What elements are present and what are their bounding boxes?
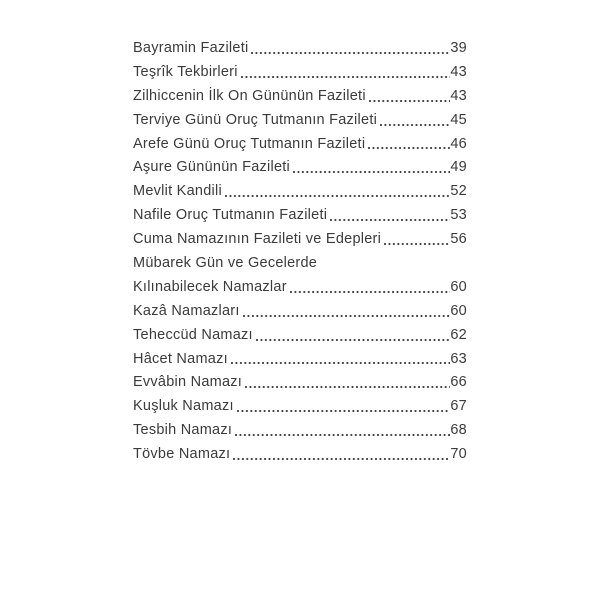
toc-entry-title: Nafile Oruç Tutmanın Fazileti: [133, 207, 328, 224]
dot-leader: [293, 171, 450, 173]
dot-leader: [369, 100, 450, 102]
toc-entry: [133, 324, 467, 348]
dot-leader: [330, 219, 450, 221]
dot-leader: [243, 315, 450, 317]
dot-leader: [384, 243, 450, 245]
table-of-contents: [133, 37, 467, 467]
toc-entry-title: Hâcet Namazı: [133, 350, 228, 367]
toc-entry-title: Mübarek Gün ve Gecelerde: [133, 255, 318, 272]
dot-leader: [241, 76, 450, 78]
toc-entry: [133, 37, 467, 61]
toc-entry-title: Evvâbin Namazı: [133, 374, 243, 391]
toc-entry-title: Kazâ Namazları: [133, 302, 240, 319]
toc-entry-page: 43: [450, 87, 467, 104]
toc-entry-page: 53: [450, 207, 467, 224]
dot-leader: [225, 195, 450, 197]
toc-entry-title: Teheccüd Namazı: [133, 326, 253, 343]
toc-entry-page: 56: [450, 231, 467, 248]
toc-entry-page: 63: [450, 350, 467, 367]
toc-entry-title: Arefe Günü Oruç Tutmanın Fazileti: [133, 135, 366, 152]
toc-entry: [133, 85, 467, 109]
dot-leader: [233, 458, 450, 460]
toc-entry: [133, 133, 467, 157]
dot-leader: [235, 434, 450, 436]
dot-leader: [251, 52, 449, 54]
toc-entry-page: 66: [450, 374, 467, 391]
toc-entry: [133, 371, 467, 395]
toc-entry-title: Aşure Gününün Fazileti: [133, 159, 291, 176]
toc-entry: [133, 204, 467, 228]
toc-entry: [133, 395, 467, 419]
toc-entry-page: 39: [450, 40, 467, 56]
toc-entry-title: Tövbe Namazı: [133, 446, 231, 463]
dot-leader: [231, 362, 450, 364]
toc-entry: [133, 276, 467, 300]
toc-entry-page: 60: [450, 278, 467, 295]
toc-entry: [133, 180, 467, 204]
toc-entry-page: 62: [450, 326, 467, 343]
toc-entry-page: 70: [450, 446, 467, 463]
dot-leader: [368, 147, 450, 149]
toc-entry-page: 67: [450, 398, 467, 415]
toc-entry-title: Tesbih Namazı: [133, 422, 233, 439]
toc-entry-page: 60: [450, 302, 467, 319]
toc-entry-heading-wrap: [133, 252, 467, 276]
dot-leader: [256, 339, 450, 341]
toc-entry-page: 52: [450, 183, 467, 200]
toc-entry-title: Kılınabilecek Namazlar: [133, 278, 287, 295]
toc-entry-page: 49: [450, 159, 467, 176]
dot-leader: [245, 386, 450, 388]
toc-entry-title: Mevlit Kandili: [133, 183, 222, 200]
toc-entry: [133, 228, 467, 252]
toc-entry: [133, 443, 467, 467]
toc-entry-page: 68: [450, 422, 467, 439]
dot-leader: [380, 124, 450, 126]
toc-entry: [133, 109, 467, 133]
toc-entry-title: Terviye Günü Oruç Tutmanın Fazileti: [133, 111, 378, 128]
toc-entry-page: 46: [450, 135, 467, 152]
toc-entry: [133, 300, 467, 324]
toc-entry: [133, 156, 467, 180]
toc-entry: [133, 348, 467, 372]
toc-entry-title: Teşrîk Tekbirleri: [133, 63, 238, 80]
dot-leader: [237, 410, 450, 412]
toc-entry-title: Zilhiccenin İlk On Gününün Fazileti: [133, 87, 366, 104]
toc-entry-page: 45: [450, 111, 467, 128]
toc-entry-title: Kuşluk Namazı: [133, 398, 234, 415]
toc-entry-page: 43: [450, 63, 467, 80]
toc-entry: [133, 419, 467, 443]
toc-entry: [133, 61, 467, 85]
toc-entry-title: Bayramin Fazileti: [133, 40, 249, 56]
toc-entry-title: Cuma Namazının Fazileti ve Edepleri: [133, 231, 382, 248]
dot-leader: [290, 291, 450, 293]
